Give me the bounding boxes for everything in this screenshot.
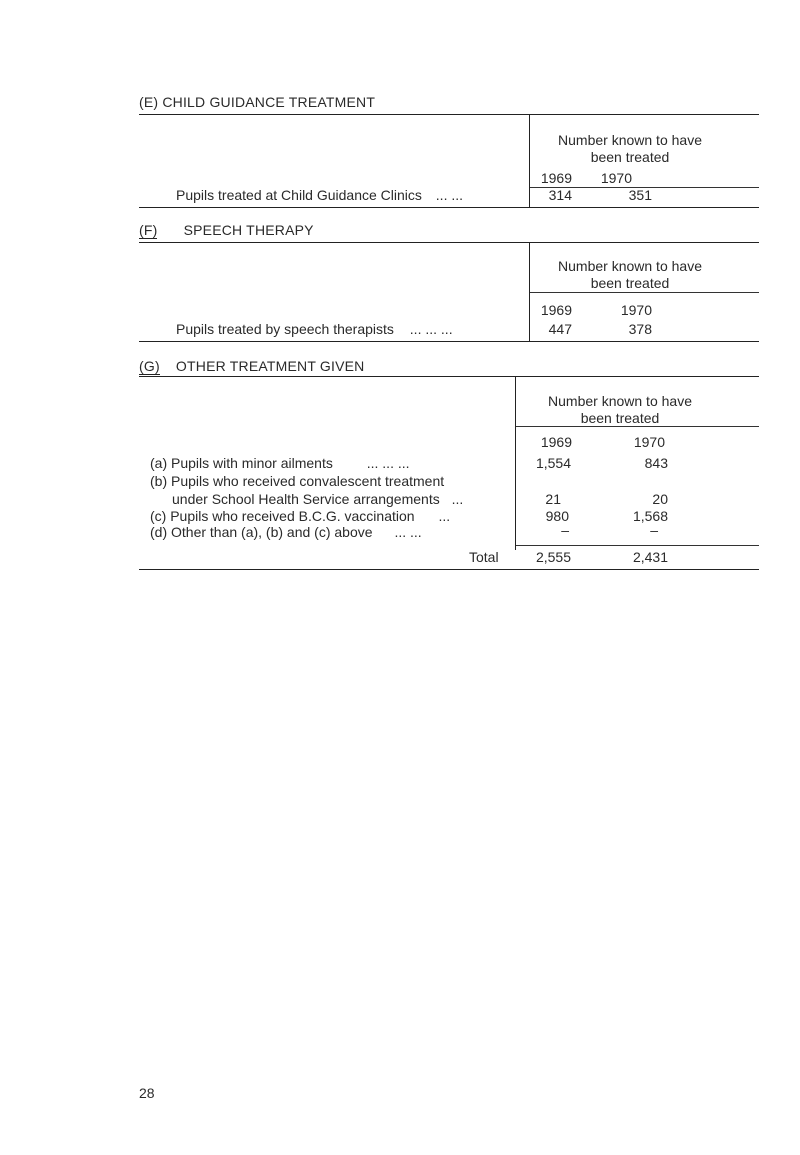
section-g-title-text: OTHER TREATMENT GIVEN [175,358,365,374]
section-g-header-line1: Number known to have [548,393,692,409]
section-g-row-b-cont-text: under School Health Service arrangements [172,491,440,507]
section-e-row-dots: ... ... [435,187,464,203]
section-e-header-line1: Number known to have [558,132,702,148]
section-e-row-label [176,187,463,203]
section-g-header-rule [516,426,759,427]
section-e-title: (E) CHILD GUIDANCE TREATMENT [139,94,376,110]
section-g-row-c-text: (c) Pupils who received B.C.G. vaccination [150,508,415,524]
section-g-row-b-cont-dots: ... [451,491,464,507]
section-f-row-dots: ... ... ... [409,321,453,337]
section-g-row-c-1969: 980 [545,508,569,524]
section-e-header [530,132,730,166]
section-g-tag: (G) [139,358,160,374]
section-f-row-text: Pupils treated by speech therapists [176,321,394,337]
section-g-row-d [150,524,422,540]
section-g-header-line2: been treated [580,410,660,426]
section-f-row-label [176,321,453,337]
section-g-title [139,358,364,374]
section-g-top-rule [139,376,759,377]
section-e-bottom-rule [139,207,759,208]
section-g-row-d-dots: ... ... [394,524,422,540]
section-e-header-line2: been treated [590,149,670,165]
section-g-row-b-1969: 21 [545,491,561,507]
section-g-row-a-dots: ... ... ... [366,455,410,471]
section-f-header-line1: Number known to have [558,258,702,274]
section-f-value-1969: 447 [548,321,572,337]
section-f-header-rule [530,292,759,293]
section-g-year-1970: 1970 [633,434,665,450]
section-g-row-d-text: (d) Other than (a), (b) and (c) above [150,524,373,540]
section-f-value-1970: 378 [628,321,652,337]
page-number: 28 [139,1085,155,1101]
section-g-row-b-1970: 20 [652,491,668,507]
section-g-row-d-1970: – [650,522,658,538]
section-g-total-rule [516,545,759,546]
section-g-row-c [150,508,450,524]
section-g-row-c-1970: 1,568 [632,508,668,524]
section-g-row-b-cont [172,491,463,507]
section-e-top-rule [139,114,759,115]
section-f-title [139,222,314,238]
section-f-header [530,258,730,292]
section-g-bottom-rule [139,569,759,570]
section-g-column-divider [515,376,516,550]
section-g-header [520,393,720,427]
section-g-row-c-dots: ... [438,508,451,524]
section-g-row-a-1969: 1,554 [535,455,571,471]
section-e-year-1969: 1969 [540,170,572,186]
section-f-header-line2: been treated [590,275,670,291]
section-g-row-a-1970: 843 [644,455,668,471]
section-g-year-1969: 1969 [540,434,572,450]
section-g-row-a-text: (a) Pupils with minor ailments [150,455,333,471]
section-g-row-a [150,455,410,471]
section-g-row-b-text: (b) Pupils who received convalescent treatment [150,473,445,489]
section-f-bottom-rule [139,341,759,342]
section-f-title-text: SPEECH THERAPY [183,222,314,238]
section-g-total-label: Total [469,549,499,565]
section-g-total-1969: 2,555 [535,549,571,565]
section-e-year-1970: 1970 [600,170,632,186]
section-g-row-d-1969: – [561,522,569,538]
section-f-tag: (F) [139,222,158,238]
section-e-value-1969: 314 [548,187,572,203]
section-f-top-rule [139,242,759,243]
section-g-total-1970: 2,431 [632,549,668,565]
section-f-year-1969: 1969 [540,302,572,318]
section-e-value-1970: 351 [628,187,652,203]
section-f-year-1970: 1970 [620,302,652,318]
section-g-row-b [150,473,444,489]
section-e-row-text: Pupils treated at Child Guidance Clinics [176,187,422,203]
